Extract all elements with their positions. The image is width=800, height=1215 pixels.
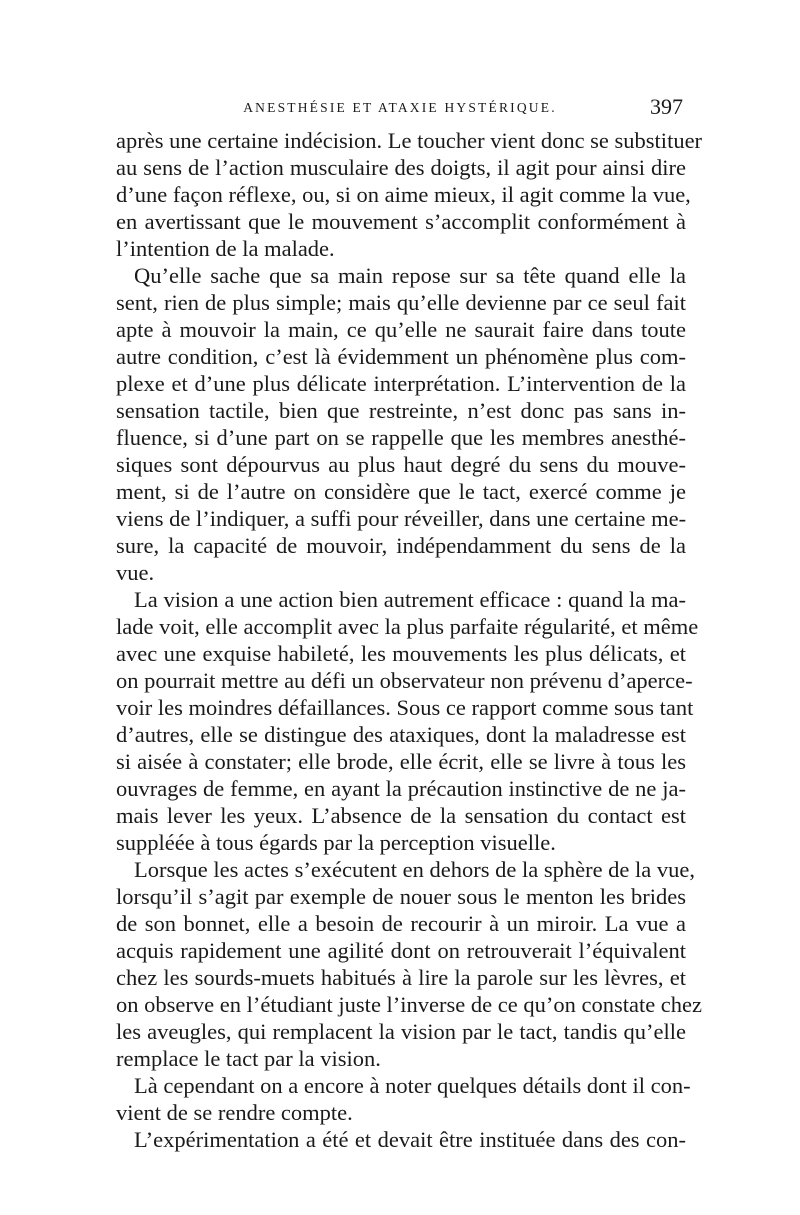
text-line: avec une exquise habileté, les mouvements les plus délicats, et xyxy=(116,641,686,666)
text-line: lorsqu’il s’agit par exemple de nouer sous le menton les brides xyxy=(116,884,686,909)
running-title: ANESTHÉSIE ET ATAXIE HYSTÉRIQUE. xyxy=(243,100,557,115)
text-line: ouvrages de femme, en ayant la précaution instinctive de ne ja- xyxy=(116,776,686,801)
text-line: L’expérimentation a été et devait être instituée dans des con- xyxy=(134,1127,686,1152)
text-line: remplace le tact par la vision. xyxy=(116,1046,381,1071)
paragraph xyxy=(116,856,703,1072)
paragraph xyxy=(116,127,703,262)
text-line: vient de se rendre compte. xyxy=(116,1100,353,1125)
text-line: après une certaine indécision. Le toucher vient donc se substituer xyxy=(116,128,703,153)
text-line: acquis rapidement une agilité dont on retrouverait l’équivalent xyxy=(116,938,686,963)
text-line: les aveugles, qui remplacent la vision par le tact, tandis qu’elle xyxy=(116,1019,686,1044)
text-line: siques sont dépourvus au plus haut degré du sens du mouve- xyxy=(116,452,686,477)
page-number: 397 xyxy=(650,94,683,119)
text-line: plexe et d’une plus délicate interprétation. L’intervention de la xyxy=(116,371,686,396)
text-line: Là cependant on a encore à noter quelques détails dont il con- xyxy=(134,1073,691,1098)
text-line: ment, si de l’autre on considère que le tact, exercé comme je xyxy=(116,479,686,504)
text-line: suppléée à tous égards par la perception visuelle. xyxy=(116,830,556,855)
text-line: on pourrait mettre au défi un observateur non prévenu d’aperce- xyxy=(116,668,693,693)
text-line: sure, la capacité de mouvoir, indépendamment du sens de la xyxy=(116,533,686,558)
text-line: au sens de l’action musculaire des doigts, il agit pour ainsi dire xyxy=(116,155,686,180)
text-line: si aisée à constater; elle brode, elle écrit, elle se livre à tous les xyxy=(116,749,686,774)
text-line: Lorsque les actes s’exécutent en dehors de la sphère de la vue, xyxy=(134,857,696,882)
body-text xyxy=(116,127,703,1153)
text-line: vue. xyxy=(116,560,155,585)
text-line: chez les sourds-muets habitués à lire la parole sur les lèvres, et xyxy=(116,965,686,990)
text-line: d’autres, elle se distingue des ataxiques, dont la maladresse est xyxy=(116,722,686,747)
text-line: La vision a une action bien autrement efficace : quand la ma- xyxy=(134,587,686,612)
paragraph xyxy=(116,262,686,586)
text-line: sensation tactile, bien que restreinte, n’est donc pas sans in- xyxy=(116,398,686,423)
text-line: sent, rien de plus simple; mais qu’elle devienne par ce seul fait xyxy=(116,290,686,315)
text-line: apte à mouvoir la main, ce qu’elle ne saurait faire dans toute xyxy=(116,317,686,342)
running-head xyxy=(115,92,685,128)
text-line: on observe en l’étudiant juste l’inverse de ce qu’on constate chez xyxy=(116,992,703,1017)
text-line: Qu’elle sache que sa main repose sur sa tête quand elle la xyxy=(134,263,686,288)
text-line: d’une façon réflexe, ou, si on aime mieux, il agit comme la vue, xyxy=(116,182,691,207)
text-line: l’intention de la malade. xyxy=(116,236,335,261)
text-line: de son bonnet, elle a besoin de recourir à un miroir. La vue a xyxy=(116,911,686,936)
paragraph xyxy=(116,586,699,856)
text-line: viens de l’indiquer, a suffi pour réveiller, dans une certaine me- xyxy=(116,506,687,531)
text-line: lade voit, elle accomplit avec la plus parfaite régularité, et même xyxy=(116,614,699,639)
text-line: autre condition, c’est là évidemment un phénomène plus com- xyxy=(116,344,686,369)
text-line: en avertissant que le mouvement s’accomplit conformément à xyxy=(116,209,686,234)
paragraph xyxy=(116,1072,691,1126)
text-line: fluence, si d’une part on se rappelle que les membres anesthé- xyxy=(116,425,686,450)
text-line: voir les moindres défaillances. Sous ce rapport comme sous tant xyxy=(116,695,694,720)
paragraph xyxy=(116,1126,686,1153)
text-line: mais lever les yeux. L’absence de la sensation du contact est xyxy=(116,803,686,828)
